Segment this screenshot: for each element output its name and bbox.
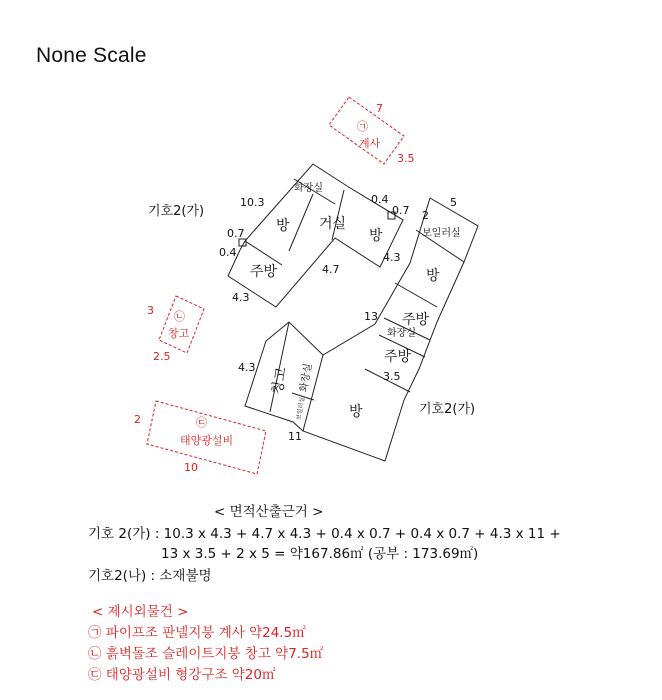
room-kitchen-low: 주방: [384, 349, 412, 365]
room-small: 방: [369, 228, 383, 244]
annex-solar-dim-short: 2: [134, 413, 141, 426]
area-calc-line-3: 기호2(나) : 소재불명: [88, 568, 212, 584]
annex-solar-dim-long: 10: [184, 461, 198, 474]
annex-storage-outline: [159, 296, 204, 353]
annex-storage-name: 창고: [168, 327, 190, 340]
dim-5: 5: [450, 196, 457, 209]
area-calc-line-1: 기호 2(가) : 10.3 x 4.3 + 4.7 x 4.3 + 0.4 x 0.7 + 0.4 x 0.7 + 4.3 x 11 +: [88, 526, 561, 542]
extra-items-heading: < 제시외물건 >: [92, 604, 189, 620]
extra-item-2: ㉡ 흙벽돌조 슬레이트지붕 창고 약7.5㎡: [88, 646, 324, 662]
annex-solar-symbol: ㉢: [196, 416, 207, 429]
room-boiler: 보일러실: [422, 228, 461, 239]
extra-item-3: ㉢ 태양광설비 형강구조 약20㎡: [88, 667, 276, 683]
dim-0-7-left: 0.7: [227, 227, 245, 240]
scale-title: None Scale: [36, 44, 147, 67]
dim-0-7-right: 0.7: [392, 204, 410, 217]
room-boiler-small: 보일러실: [295, 396, 307, 421]
dim-11: 11: [288, 430, 302, 443]
annex-solar: [134, 401, 266, 474]
annex-storage: [147, 296, 204, 363]
annex-gyesa-dim-long: 7: [376, 102, 383, 115]
annex-gyesa-name: 계사: [359, 137, 381, 150]
area-calc-heading: < 면적산출근거 >: [214, 504, 324, 520]
room-living: 거실: [319, 216, 347, 232]
dim-3-5: 3.5: [383, 370, 401, 383]
annex-gyesa-symbol: ㉠: [357, 120, 368, 133]
dim-4-3-left: 4.3: [232, 291, 250, 304]
area-calc-line-2: 13 x 3.5 + 2 x 5 = 약167.86㎡ (공부 : 173.69㎡): [161, 546, 479, 562]
room-kitchen-left: 주방: [250, 264, 278, 280]
annex-storage-dim-short: 2.5: [153, 350, 171, 363]
room-mid: 방: [426, 268, 440, 284]
dim-2: 2: [422, 209, 429, 222]
dim-0-4-left: 0.4: [219, 246, 237, 259]
room-bath-mid: 화장실: [387, 328, 416, 339]
dim-0-4-right: 0.4: [371, 193, 389, 206]
room-kitchen-mid: 주방: [402, 312, 430, 328]
room-big: 방: [349, 404, 363, 420]
dim-4-7: 4.7: [322, 263, 340, 276]
room-left: 방: [276, 218, 290, 234]
room-bath-low: 화장실: [298, 362, 315, 393]
annex-gyesa: [329, 97, 415, 165]
dim-4-3-low: 4.3: [238, 361, 256, 374]
dim-4-3-mid: 4.3: [383, 251, 401, 264]
side-label-bottom: 기호2(가): [419, 402, 476, 417]
dim-13: 13: [364, 310, 378, 323]
annex-storage-symbol: ㉡: [174, 310, 185, 323]
extra-item-1: ㉠ 파이프조 판넬지붕 계사 약24.5㎡: [88, 625, 306, 641]
room-storage: 창고: [269, 365, 291, 396]
annex-storage-dim-long: 3: [147, 304, 154, 317]
dim-10-3: 10.3: [240, 196, 265, 209]
room-bath-top: 화장실: [294, 183, 323, 194]
annex-gyesa-dim-short: 3.5: [397, 152, 415, 165]
annex-solar-name: 태양광설비: [180, 434, 234, 447]
side-label-top: 기호2(가): [148, 204, 205, 219]
